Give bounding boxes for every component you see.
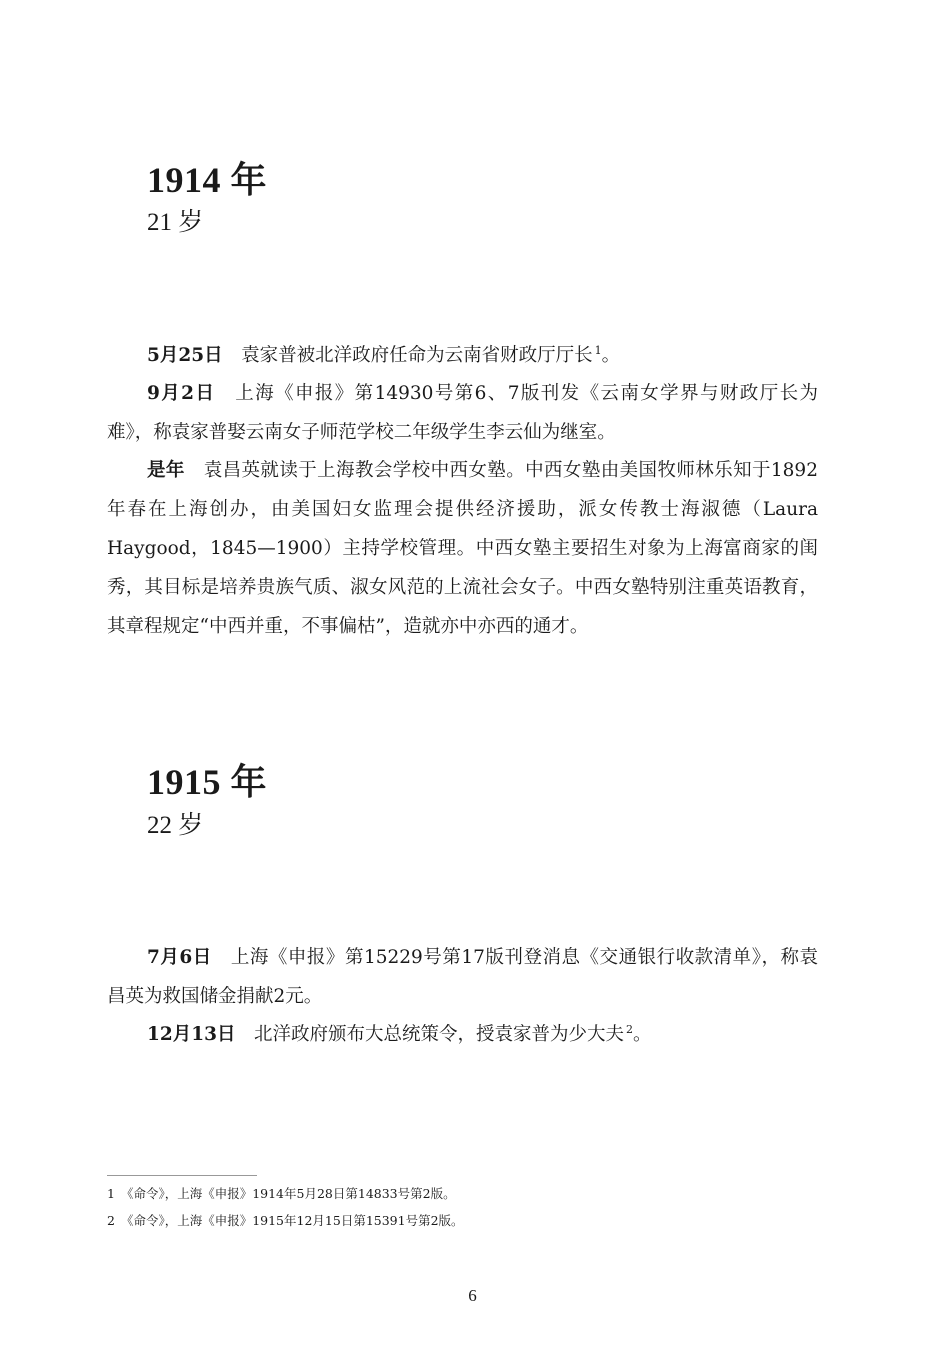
footnote-ref: 1 [594, 343, 602, 357]
entry-date: 5月25日 [147, 345, 223, 366]
footnote-number: 2 [107, 1213, 115, 1228]
entry-paragraph [107, 374, 818, 452]
entry-date: 9月2日 [147, 383, 216, 404]
footnote-text: 《命令》，上海《申报》1914年5月28日第14833号第2版。 [120, 1186, 456, 1201]
entry-tail: 。 [633, 1024, 652, 1045]
page-number: 6 [468, 1286, 477, 1305]
footnote-text: 《命令》，上海《申报》1915年12月15日第15391号第2版。 [120, 1213, 464, 1228]
year-heading: 1915 年 [147, 762, 268, 802]
age-subheading: 22 岁 [147, 812, 204, 839]
entry-tail: 。 [601, 345, 621, 366]
entry-date: 是年 [147, 460, 185, 481]
entry-text: 袁昌英就读于上海教会学校中西女塾。中西女塾由美国牧师林乐知于1892年春在上海创办，由美国妇女监理会提供经济援助，派女传教士海淑德（Laura Haygood，1845—1900）主持学校管理。中西女塾主要招生对象为上海富商家的闺秀，其目标是培养贵族气质、淑女风范的上流社会女子。中西女塾特别注重英语教育，其章程规定“中西并重，不事偏枯”，造就亦中亦西的通才。 [107, 460, 818, 637]
entry-text: 袁家普被北洋政府任命为云南省财政厅厅长 [241, 345, 593, 366]
footnote-divider [107, 1175, 257, 1176]
entry-paragraph [107, 938, 818, 1016]
footnote [107, 1212, 464, 1230]
footnote-ref: 2 [626, 1022, 634, 1036]
entry-date: 7月6日 [147, 947, 212, 968]
entry-date: 12月13日 [147, 1024, 236, 1045]
entry-text: 上海《申报》第14930号第6、7版刊发《云南女学界与财政厅长为难》，称袁家普娶云南女子师范学校二年级学生李云仙为继室。 [107, 383, 818, 443]
entry-paragraph [107, 451, 818, 646]
entry-paragraph [107, 1015, 818, 1054]
entry-paragraph [107, 336, 818, 375]
entry-text: 北洋政府颁布大总统策令，授袁家普为少大夫 [254, 1024, 625, 1045]
footnote [107, 1185, 456, 1203]
footnote-number: 1 [107, 1186, 115, 1201]
age-subheading: 21 岁 [147, 209, 204, 236]
entry-text: 上海《申报》第15229号第17版刊登消息《交通银行收款清单》，称袁昌英为救国储金捐献2元。 [107, 947, 818, 1007]
year-heading: 1914 年 [147, 160, 268, 200]
